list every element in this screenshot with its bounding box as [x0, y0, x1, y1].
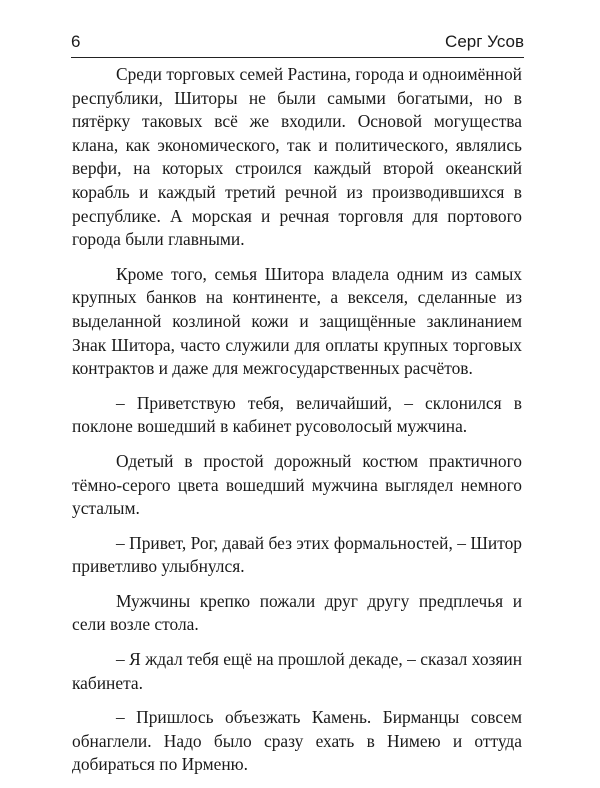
paragraph: – Привет, Рог, давай без этих формальностей, – Шитор приветливо улыбнулся.	[72, 532, 522, 577]
header-rule	[71, 57, 524, 58]
page-number: 6	[71, 32, 81, 51]
running-title: Серг Усов	[445, 32, 524, 51]
paragraph: Кроме того, семья Шитора владела одним из самых крупных банков на континенте, а векселя, сделанные из выделанной козлиной кожи и защищённые заклинанием Знак Шитора, часто служили для оплаты крупных торговых контрактов и даже для межгосударственных расчётов.	[72, 263, 522, 379]
paragraph: Мужчины крепко пожали друг другу предплечья и сели возле стола.	[72, 590, 522, 635]
body-text	[72, 63, 522, 788]
paragraph: Среди торговых семей Растина, города и одноимённой республики, Шиторы не были самыми богатыми, но в пятёрку таковых всё же входили. Основой могущества клана, как экономического, так и политического, являлись верфи, на которых строился каждый второй океанский корабль и каждый третий речной из производившихся в республике. А морская и речная торговля для портового города были главными.	[72, 64, 522, 250]
page-header	[71, 32, 524, 54]
paragraph: – Приветствую тебя, величайший, – склонился в поклоне вошедший в кабинет русоволосый мужчина.	[72, 392, 522, 437]
paragraph: – Пришлось объезжать Камень. Бирманцы совсем обнаглели. Надо было сразу ехать в Нимею и оттуда добираться по Ирменю.	[72, 707, 522, 775]
paragraph: Одетый в простой дорожный костюм практичного тёмно-серого цвета вошедший мужчина выглядел немного усталым.	[72, 450, 522, 519]
paragraph: – Я ждал тебя ещё на прошлой декаде, – сказал хозяин кабинета.	[72, 649, 522, 693]
